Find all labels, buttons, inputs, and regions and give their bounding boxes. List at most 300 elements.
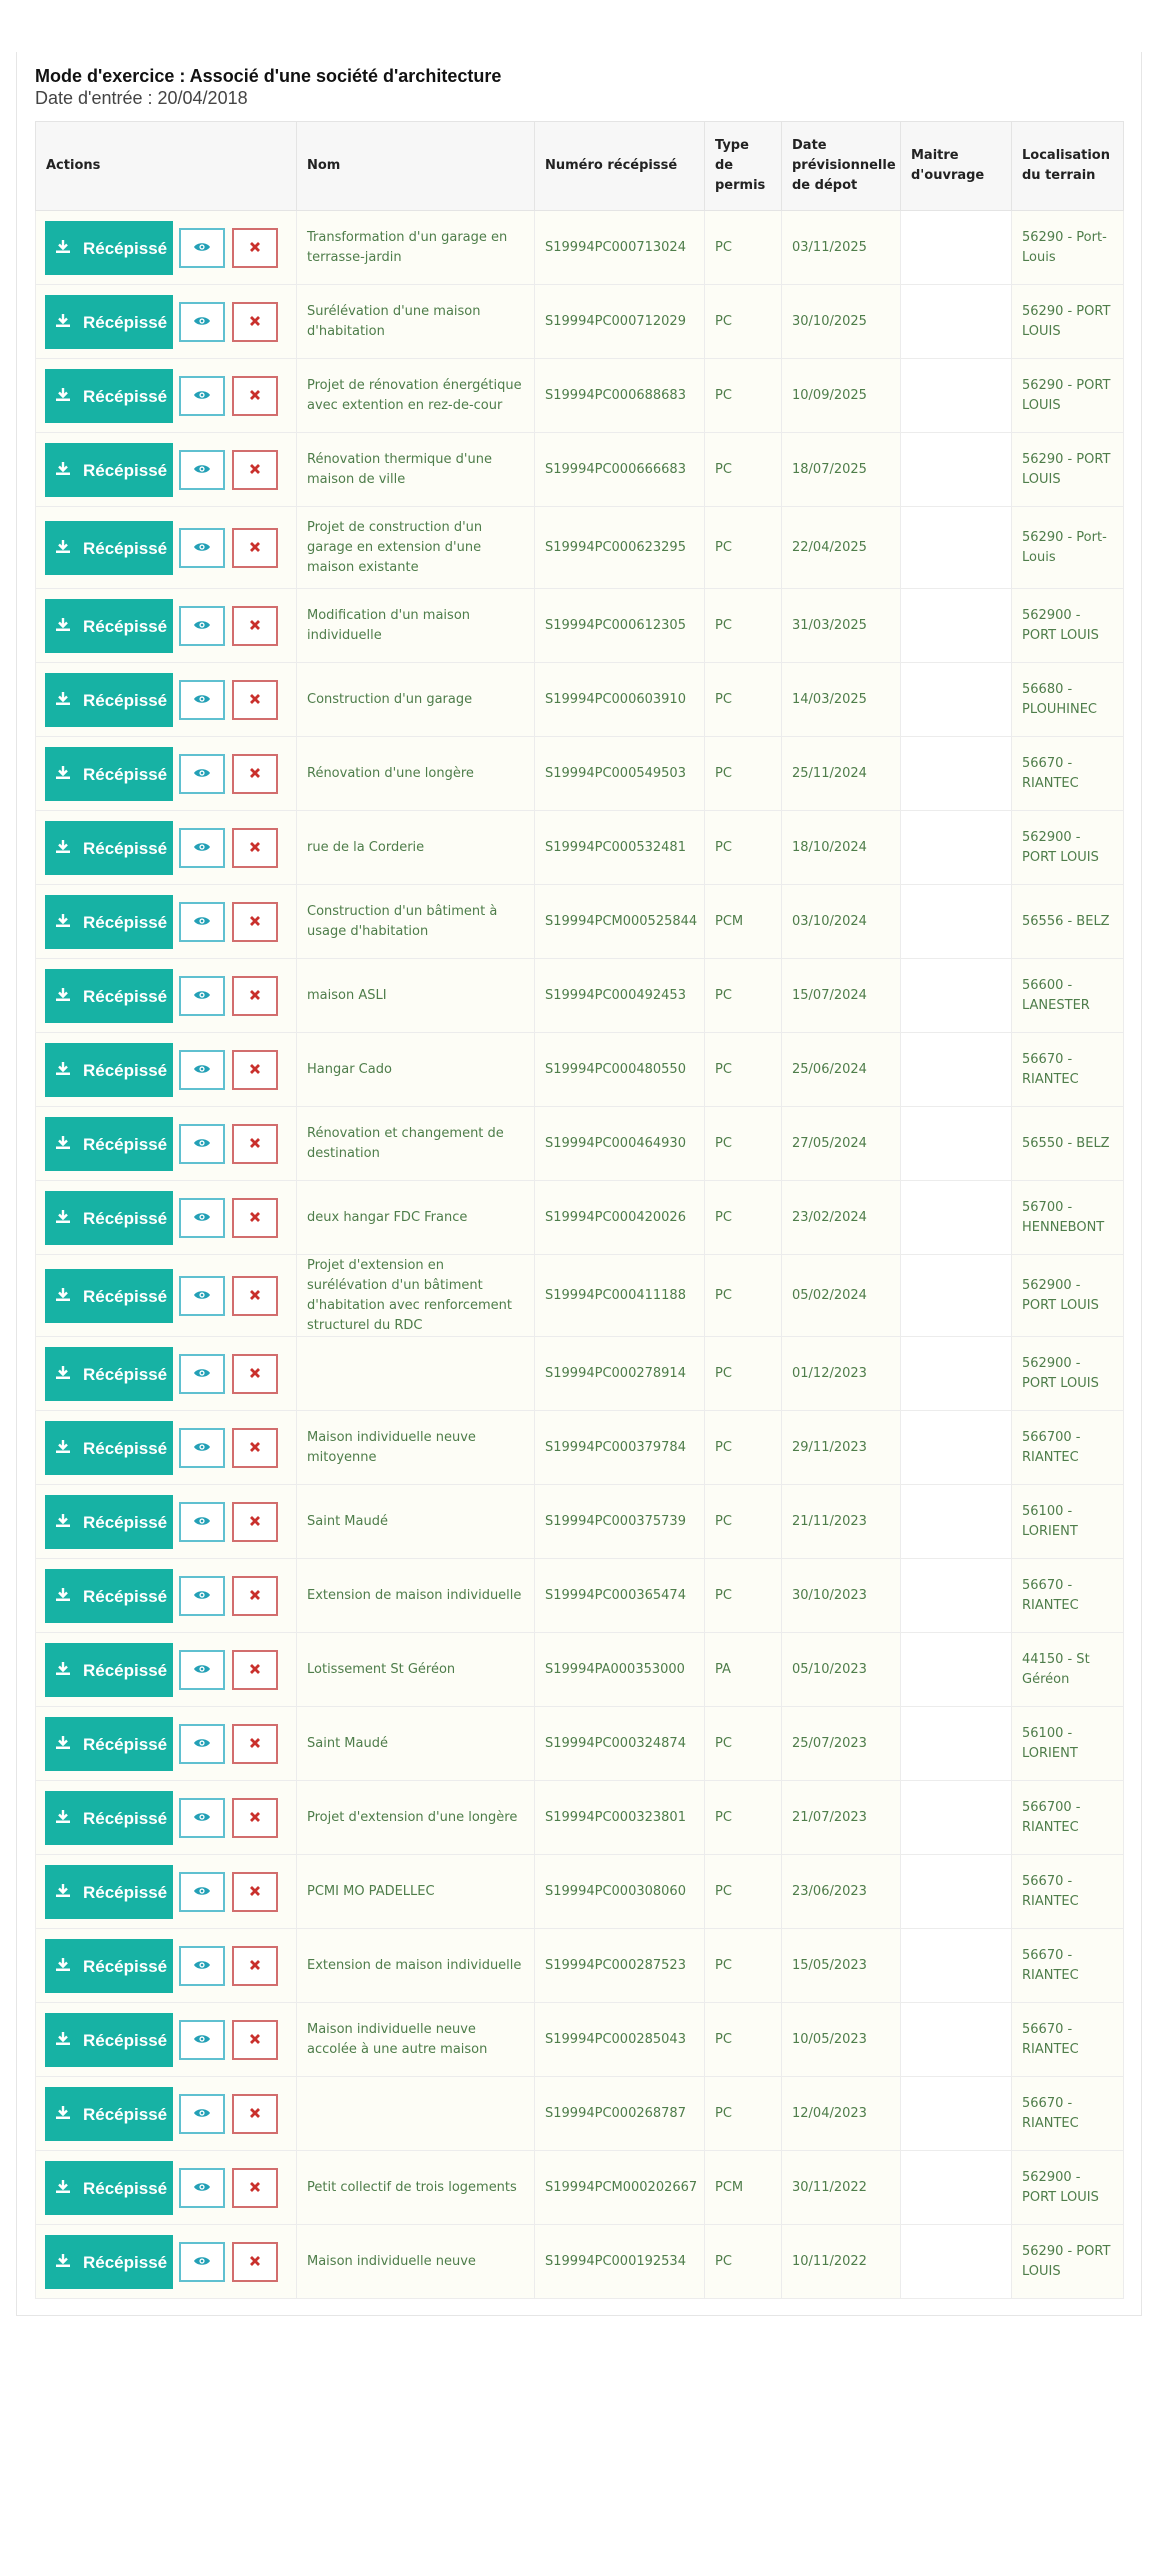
view-button[interactable]: [179, 528, 225, 568]
view-button[interactable]: [179, 1198, 225, 1238]
delete-button[interactable]: [232, 1502, 278, 1542]
close-icon: [249, 2254, 261, 2271]
download-icon: [53, 897, 73, 951]
view-button[interactable]: [179, 1872, 225, 1912]
delete-button[interactable]: [232, 1650, 278, 1690]
delete-button[interactable]: [232, 1198, 278, 1238]
view-button[interactable]: [179, 1124, 225, 1164]
cell-type: PC: [705, 2077, 782, 2151]
download-icon: [53, 1719, 73, 1773]
cell-actions: [36, 2225, 297, 2299]
view-button[interactable]: [179, 1724, 225, 1764]
close-icon: [249, 1736, 261, 1753]
cell-type: PC: [705, 1781, 782, 1855]
delete-button[interactable]: [232, 228, 278, 268]
cell-nom: Saint Maudé: [297, 1707, 535, 1781]
cell-date: 21/11/2023: [782, 1485, 901, 1559]
eye-icon: [193, 988, 211, 1005]
view-button[interactable]: [179, 2168, 225, 2208]
cell-maitre: [901, 1559, 1012, 1633]
delete-button[interactable]: [232, 976, 278, 1016]
recepisse-label: Récépissé: [83, 312, 168, 332]
cell-maitre: [901, 959, 1012, 1033]
recepisse-label: Récépissé: [83, 386, 168, 406]
delete-button[interactable]: [232, 1428, 278, 1468]
cell-date: 10/09/2025: [782, 359, 901, 433]
eye-icon: [193, 388, 211, 405]
cell-date: 05/10/2023: [782, 1633, 901, 1707]
recepisse-button[interactable]: [45, 2161, 173, 2215]
recepisse-label: Récépissé: [83, 538, 168, 558]
cell-type: PC: [705, 589, 782, 663]
cell-nom: Rénovation et changement de destination: [297, 1107, 535, 1181]
view-button[interactable]: [179, 1946, 225, 1986]
delete-button[interactable]: [232, 2242, 278, 2282]
delete-button[interactable]: [232, 1050, 278, 1090]
close-icon: [249, 314, 261, 331]
view-button[interactable]: [179, 302, 225, 342]
cell-localisation: 56680 - PLOUHINEC: [1012, 663, 1124, 737]
recepisse-button[interactable]: [45, 369, 173, 423]
cell-date: 18/10/2024: [782, 811, 901, 885]
delete-button[interactable]: [232, 754, 278, 794]
cell-nom: Extension de maison individuelle: [297, 1559, 535, 1633]
eye-icon: [193, 1366, 211, 1383]
eye-icon: [193, 1810, 211, 1827]
cell-maitre: [901, 285, 1012, 359]
table-row: [36, 663, 1124, 737]
recepisse-button[interactable]: [45, 2013, 173, 2067]
recepisse-button[interactable]: [45, 1717, 173, 1771]
eye-icon: [193, 314, 211, 331]
cell-date: 22/04/2025: [782, 507, 901, 589]
col-header-actions: Actions: [36, 122, 297, 211]
delete-button[interactable]: [232, 902, 278, 942]
eye-icon: [193, 914, 211, 931]
close-icon: [249, 1210, 261, 1227]
eye-icon: [193, 1062, 211, 1079]
col-header-date: Date prévisionnelle de dépot: [782, 122, 901, 211]
cell-type: PC: [705, 1485, 782, 1559]
download-icon: [53, 1867, 73, 1921]
eye-icon: [193, 462, 211, 479]
table-row: [36, 2077, 1124, 2151]
cell-numero: S19994PC000492453: [535, 959, 705, 1033]
cell-actions: [36, 1411, 297, 1485]
table-row: [36, 1033, 1124, 1107]
cell-numero: S19994PC000324874: [535, 1707, 705, 1781]
cell-numero: S19994PC000666683: [535, 433, 705, 507]
cell-actions: [36, 1707, 297, 1781]
recepisse-button[interactable]: [45, 673, 173, 727]
recepisse-label: Récépissé: [83, 2104, 168, 2124]
cell-localisation: 56290 - Port-Louis: [1012, 211, 1124, 285]
cell-numero: S19994PA000353000: [535, 1633, 705, 1707]
recepisse-button[interactable]: [45, 599, 173, 653]
table-row: [36, 737, 1124, 811]
cell-numero: S19994PC000712029: [535, 285, 705, 359]
delete-button[interactable]: [232, 2094, 278, 2134]
cell-maitre: [901, 1337, 1012, 1411]
close-icon: [249, 692, 261, 709]
delete-button[interactable]: [232, 2168, 278, 2208]
cell-date: 23/06/2023: [782, 1855, 901, 1929]
table-row: [36, 959, 1124, 1033]
eye-icon: [193, 2106, 211, 2123]
recepisse-button[interactable]: [45, 443, 173, 497]
cell-localisation: 562900 - PORT LOUIS: [1012, 1337, 1124, 1411]
table-row: [36, 1485, 1124, 1559]
table-row: [36, 1707, 1124, 1781]
delete-button[interactable]: [232, 1872, 278, 1912]
cell-localisation: 56670 - RIANTEC: [1012, 1929, 1124, 2003]
close-icon: [249, 1588, 261, 1605]
cell-actions: [36, 1337, 297, 1411]
delete-button[interactable]: [232, 1724, 278, 1764]
download-icon: [53, 823, 73, 877]
recepisse-label: Récépissé: [83, 1956, 168, 1976]
eye-icon: [193, 1736, 211, 1753]
download-icon: [53, 749, 73, 803]
cell-numero: S19994PC000612305: [535, 589, 705, 663]
view-button[interactable]: [179, 1354, 225, 1394]
table-row: [36, 1855, 1124, 1929]
recepisse-button[interactable]: [45, 821, 173, 875]
download-icon: [53, 1793, 73, 1847]
cell-date: 27/05/2024: [782, 1107, 901, 1181]
recepisse-button[interactable]: [45, 521, 173, 575]
delete-button[interactable]: [232, 1798, 278, 1838]
col-header-numero: Numéro récépissé: [535, 122, 705, 211]
cell-numero: S19994PC000278914: [535, 1337, 705, 1411]
cell-maitre: [901, 1633, 1012, 1707]
cell-maitre: [901, 663, 1012, 737]
cell-type: PC: [705, 1559, 782, 1633]
recepisse-label: Récépissé: [83, 1364, 168, 1384]
view-button[interactable]: [179, 228, 225, 268]
cell-date: 30/11/2022: [782, 2151, 901, 2225]
cell-maitre: [901, 1781, 1012, 1855]
cell-localisation: 562900 - PORT LOUIS: [1012, 811, 1124, 885]
view-button[interactable]: [179, 1576, 225, 1616]
view-button[interactable]: [179, 450, 225, 490]
delete-button[interactable]: [232, 1576, 278, 1616]
cell-actions: [36, 285, 297, 359]
recepisse-label: Récépissé: [83, 764, 168, 784]
eye-icon: [193, 1514, 211, 1531]
cell-localisation: 56670 - RIANTEC: [1012, 2003, 1124, 2077]
cell-nom: Projet de rénovation énergétique avec extention en rez-de-cour: [297, 359, 535, 433]
cell-nom: [297, 1337, 535, 1411]
cell-type: PC: [705, 507, 782, 589]
recepisse-button[interactable]: [45, 1865, 173, 1919]
recepisse-button[interactable]: [45, 295, 173, 349]
cell-numero: S19994PC000268787: [535, 2077, 705, 2151]
download-icon: [53, 1571, 73, 1625]
close-icon: [249, 1810, 261, 1827]
download-icon: [53, 2089, 73, 2143]
recepisse-button[interactable]: [45, 895, 173, 949]
view-button[interactable]: [179, 2020, 225, 2060]
cell-type: PC: [705, 1255, 782, 1337]
cell-maitre: [901, 1411, 1012, 1485]
col-header-localisation: Localisation du terrain: [1012, 122, 1124, 211]
close-icon: [249, 1366, 261, 1383]
cell-maitre: [901, 359, 1012, 433]
table-row: [36, 433, 1124, 507]
cell-numero: S19994PC000287523: [535, 1929, 705, 2003]
cell-maitre: [901, 1855, 1012, 1929]
cell-numero: S19994PC000713024: [535, 211, 705, 285]
cell-actions: [36, 1855, 297, 1929]
eye-icon: [193, 840, 211, 857]
eye-icon: [193, 2032, 211, 2049]
cell-actions: [36, 2077, 297, 2151]
eye-icon: [193, 1210, 211, 1227]
cell-nom: Maison individuelle neuve accolée à une autre maison: [297, 2003, 535, 2077]
view-button[interactable]: [179, 2094, 225, 2134]
cell-localisation: 56670 - RIANTEC: [1012, 1855, 1124, 1929]
delete-button[interactable]: [232, 1946, 278, 1986]
eye-icon: [193, 692, 211, 709]
delete-button[interactable]: [232, 1354, 278, 1394]
cell-nom: rue de la Corderie: [297, 811, 535, 885]
cell-date: 14/03/2025: [782, 663, 901, 737]
download-icon: [53, 971, 73, 1025]
delete-button[interactable]: [232, 606, 278, 646]
col-header-type: Type de permis: [705, 122, 782, 211]
cell-date: 05/02/2024: [782, 1255, 901, 1337]
cell-numero: S19994PC000365474: [535, 1559, 705, 1633]
cell-date: 31/03/2025: [782, 589, 901, 663]
cell-localisation: 56290 - PORT LOUIS: [1012, 285, 1124, 359]
cell-date: 30/10/2023: [782, 1559, 901, 1633]
cell-type: PC: [705, 2225, 782, 2299]
delete-button[interactable]: [232, 2020, 278, 2060]
recepisse-label: Récépissé: [83, 1660, 168, 1680]
eye-icon: [193, 618, 211, 635]
recepisse-label: Récépissé: [83, 690, 168, 710]
eye-icon: [193, 1884, 211, 1901]
cell-numero: S19994PC000308060: [535, 1855, 705, 1929]
close-icon: [249, 2032, 261, 2049]
cell-type: PC: [705, 1855, 782, 1929]
cell-actions: [36, 1485, 297, 1559]
view-button[interactable]: [179, 1798, 225, 1838]
cell-actions: [36, 1781, 297, 1855]
cell-actions: [36, 1633, 297, 1707]
cell-maitre: [901, 1929, 1012, 2003]
download-icon: [53, 2015, 73, 2069]
cell-date: 30/10/2025: [782, 285, 901, 359]
cell-actions: [36, 737, 297, 811]
cell-actions: [36, 1107, 297, 1181]
cell-date: 25/07/2023: [782, 1707, 901, 1781]
recepisse-button[interactable]: [45, 1043, 173, 1097]
cell-type: PC: [705, 1411, 782, 1485]
recepisse-button[interactable]: [45, 1643, 173, 1697]
cell-numero: S19994PC000323801: [535, 1781, 705, 1855]
view-button[interactable]: [179, 2242, 225, 2282]
delete-button[interactable]: [232, 376, 278, 416]
view-button[interactable]: [179, 1050, 225, 1090]
recepisse-button[interactable]: [45, 1791, 173, 1845]
cell-localisation: 44150 - St Géréon: [1012, 1633, 1124, 1707]
download-icon: [53, 523, 73, 577]
table-row: [36, 1337, 1124, 1411]
cell-nom: Construction d'un bâtiment à usage d'habitation: [297, 885, 535, 959]
cell-numero: S19994PC000549503: [535, 737, 705, 811]
cell-maitre: [901, 737, 1012, 811]
cell-type: PC: [705, 1107, 782, 1181]
view-button[interactable]: [179, 828, 225, 868]
recepisse-label: Récépissé: [83, 838, 168, 858]
recepisse-label: Récépissé: [83, 1808, 168, 1828]
view-button[interactable]: [179, 902, 225, 942]
download-icon: [53, 675, 73, 729]
download-icon: [53, 1119, 73, 1173]
close-icon: [249, 1440, 261, 1457]
cell-actions: [36, 211, 297, 285]
cell-nom: Construction d'un garage: [297, 663, 535, 737]
recepisse-button[interactable]: [45, 747, 173, 801]
view-button[interactable]: [179, 606, 225, 646]
table-row: [36, 1929, 1124, 2003]
table-row: [36, 1181, 1124, 1255]
cell-numero: S19994PC000411188: [535, 1255, 705, 1337]
cell-date: 12/04/2023: [782, 2077, 901, 2151]
recepisse-label: Récépissé: [83, 616, 168, 636]
cell-actions: [36, 1929, 297, 2003]
cell-date: 03/11/2025: [782, 211, 901, 285]
delete-button[interactable]: [232, 450, 278, 490]
view-button[interactable]: [179, 976, 225, 1016]
cell-date: 03/10/2024: [782, 885, 901, 959]
eye-icon: [193, 1136, 211, 1153]
cell-numero: S19994PC000420026: [535, 1181, 705, 1255]
view-button[interactable]: [179, 1428, 225, 1468]
cell-localisation: 56290 - PORT LOUIS: [1012, 359, 1124, 433]
delete-button[interactable]: [232, 1276, 278, 1316]
close-icon: [249, 1662, 261, 1679]
cell-actions: [36, 811, 297, 885]
close-icon: [249, 1884, 261, 1901]
cell-maitre: [901, 1255, 1012, 1337]
cell-maitre: [901, 507, 1012, 589]
view-button[interactable]: [179, 376, 225, 416]
download-icon: [53, 1423, 73, 1477]
recepisse-button[interactable]: [45, 1569, 173, 1623]
recepisse-button[interactable]: [45, 1191, 173, 1245]
recepisse-label: Récépissé: [83, 1734, 168, 1754]
cell-type: PC: [705, 433, 782, 507]
recepisse-button[interactable]: [45, 1495, 173, 1549]
cell-type: PC: [705, 737, 782, 811]
close-icon: [249, 2106, 261, 2123]
close-icon: [249, 766, 261, 783]
cell-localisation: 56670 - RIANTEC: [1012, 1033, 1124, 1107]
cell-localisation: 56556 - BELZ: [1012, 885, 1124, 959]
recepisse-button[interactable]: [45, 2235, 173, 2289]
download-icon: [53, 1497, 73, 1551]
cell-numero: S19994PC000688683: [535, 359, 705, 433]
recepisse-button[interactable]: [45, 2087, 173, 2141]
recepisse-label: Récépissé: [83, 912, 168, 932]
cell-localisation: 566700 - RIANTEC: [1012, 1411, 1124, 1485]
view-button[interactable]: [179, 1650, 225, 1690]
cell-nom: Petit collectif de trois logements: [297, 2151, 535, 2225]
delete-button[interactable]: [232, 680, 278, 720]
cell-actions: [36, 663, 297, 737]
cell-nom: Lotissement St Géréon: [297, 1633, 535, 1707]
recepisse-label: Récépissé: [83, 1586, 168, 1606]
download-icon: [53, 1045, 73, 1099]
cell-localisation: 562900 - PORT LOUIS: [1012, 1255, 1124, 1337]
view-button[interactable]: [179, 754, 225, 794]
table-row: [36, 1633, 1124, 1707]
eye-icon: [193, 766, 211, 783]
recepisse-label: Récépissé: [83, 2178, 168, 2198]
delete-button[interactable]: [232, 828, 278, 868]
download-icon: [53, 601, 73, 655]
cell-actions: [36, 959, 297, 1033]
close-icon: [249, 1514, 261, 1531]
cell-localisation: 56600 - LANESTER: [1012, 959, 1124, 1033]
cell-localisation: 56550 - BELZ: [1012, 1107, 1124, 1181]
cell-localisation: 562900 - PORT LOUIS: [1012, 589, 1124, 663]
download-icon: [53, 2237, 73, 2291]
recepisse-label: Récépissé: [83, 460, 168, 480]
cell-nom: Hangar Cado: [297, 1033, 535, 1107]
recepisse-button[interactable]: [45, 221, 173, 275]
close-icon: [249, 1958, 261, 1975]
cell-maitre: [901, 811, 1012, 885]
cell-nom: Modification d'un maison individuelle: [297, 589, 535, 663]
close-icon: [249, 2180, 261, 2197]
table-row: [36, 1411, 1124, 1485]
cell-date: 18/07/2025: [782, 433, 901, 507]
table-row: [36, 285, 1124, 359]
table-row: [36, 211, 1124, 285]
view-button[interactable]: [179, 1502, 225, 1542]
cell-maitre: [901, 1033, 1012, 1107]
close-icon: [249, 988, 261, 1005]
cell-type: PC: [705, 211, 782, 285]
recepisse-button[interactable]: [45, 1347, 173, 1401]
recepisse-label: Récépissé: [83, 986, 168, 1006]
view-button[interactable]: [179, 1276, 225, 1316]
table-row: [36, 1107, 1124, 1181]
table-header-row: [36, 122, 1124, 211]
recepisse-button[interactable]: [45, 1421, 173, 1475]
cell-maitre: [901, 1107, 1012, 1181]
recepisse-label: Récépissé: [83, 1134, 168, 1154]
cell-date: 15/07/2024: [782, 959, 901, 1033]
view-button[interactable]: [179, 680, 225, 720]
recepisse-button[interactable]: [45, 1939, 173, 1993]
cell-actions: [36, 589, 297, 663]
recepisse-button[interactable]: [45, 1269, 173, 1323]
close-icon: [249, 1136, 261, 1153]
recepisse-button[interactable]: [45, 969, 173, 1023]
delete-button[interactable]: [232, 1124, 278, 1164]
cell-type: PC: [705, 285, 782, 359]
delete-button[interactable]: [232, 528, 278, 568]
cell-type: PC: [705, 811, 782, 885]
delete-button[interactable]: [232, 302, 278, 342]
download-icon: [53, 1271, 73, 1325]
recepisse-button[interactable]: [45, 1117, 173, 1171]
